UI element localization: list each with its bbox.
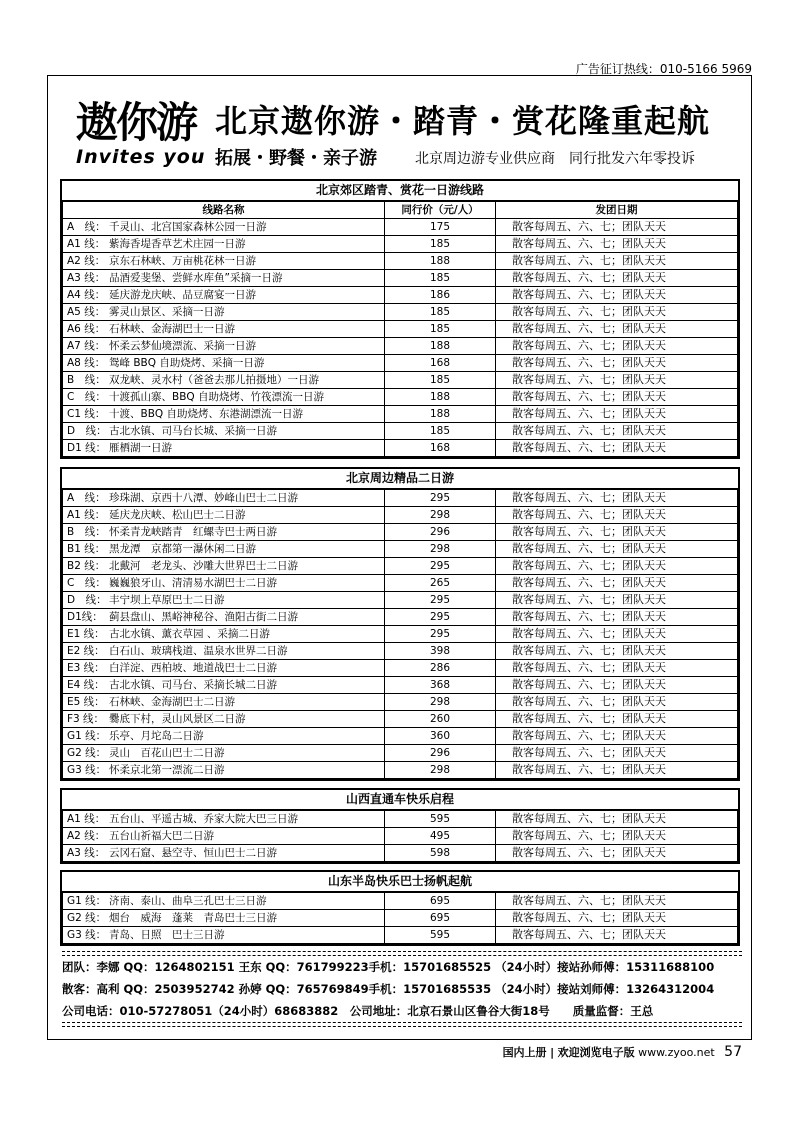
section-title: 北京周边精品二日游: [62, 469, 738, 489]
route-code: G1 线：: [67, 730, 107, 742]
page-title: 北京遨你游・踏青・赏花隆重起航: [215, 102, 711, 140]
route-name: 双龙峡、灵水村（爸爸去那儿拍摄地）一日游: [109, 374, 319, 386]
route-date: 散客每周五、六、七；团队天天: [496, 219, 738, 236]
route-price: 168: [385, 355, 496, 372]
route-name: 鸳峰 BBQ 自助烧烤、采摘一日游: [109, 357, 265, 369]
route-date: 散客每周五、六、七；团队天天: [496, 910, 738, 927]
route-code: A 线：: [67, 221, 106, 233]
route-date: 散客每周五、六、七；团队天天: [496, 524, 738, 541]
page-footer: [503, 1044, 742, 1060]
route-date: 散客每周五、六、七；团队天天: [496, 389, 738, 406]
route-cell: [63, 372, 385, 389]
table-row: [63, 270, 738, 287]
route-cell: [63, 893, 385, 910]
route-price: 295: [385, 490, 496, 507]
route-date: 散客每周五、六、七；团队天天: [496, 507, 738, 524]
route-price: 495: [385, 828, 496, 845]
route-price: 188: [385, 406, 496, 423]
contact-individual: 散客：高利 QQ：2503952742 孙婷 QQ：765769849手机：15701685535 （24小时）接站刘师傅：13264312004: [62, 982, 715, 996]
route-name: 珍珠湖、京西十八潭、妙峰山巴士二日游: [109, 492, 298, 504]
route-cell: [63, 389, 385, 406]
route-date: 散客每周五、六、七；团队天天: [496, 828, 738, 845]
route-name: 延庆龙庆峡、松山巴士二日游: [109, 509, 246, 521]
route-date: 散客每周五、六、七；团队天天: [496, 811, 738, 828]
table-row: [63, 643, 738, 660]
route-price: 188: [385, 389, 496, 406]
divider: [62, 1022, 742, 1027]
route-name: 济南、泰山、曲阜三孔巴士三日游: [109, 895, 267, 907]
route-date: 散客每周五、六、七；团队天天: [496, 592, 738, 609]
route-code: E3 线：: [67, 662, 105, 674]
table-row: [63, 406, 738, 423]
table-row: [63, 745, 738, 762]
route-code: A1 线：: [67, 238, 106, 250]
route-cell: [63, 270, 385, 287]
page-number: 57: [724, 1044, 742, 1060]
route-code: D1线：: [67, 611, 103, 623]
route-cell: [63, 507, 385, 524]
route-code: A2 线：: [67, 255, 106, 267]
table-row: [63, 558, 738, 575]
route-date: 散客每周五、六、七；团队天天: [496, 270, 738, 287]
table-header-row: [63, 202, 738, 219]
route-price: 296: [385, 524, 496, 541]
route-code: C1 线：: [67, 408, 106, 420]
table-row: [63, 389, 738, 406]
route-cell: [63, 660, 385, 677]
route-name: 乐亭、月坨岛二日游: [109, 730, 204, 742]
table-row: [63, 355, 738, 372]
route-cell: [63, 811, 385, 828]
route-date: 散客每周五、六、七；团队天天: [496, 423, 738, 440]
route-price: 595: [385, 811, 496, 828]
route-table: [62, 892, 738, 944]
footer-welcome: 欢迎浏览电子版: [557, 1046, 635, 1059]
contact-company: 公司电话：010-57278051（24小时）68683882 公司地址：北京石景山区鲁谷大街18号 质量监督：王总: [62, 1004, 654, 1018]
route-cell: [63, 558, 385, 575]
route-code: E1 线：: [67, 628, 105, 640]
route-name: 品酒爱斐堡、尝鲜水库鱼”采摘一日游: [109, 272, 283, 284]
table-row: [63, 762, 738, 779]
table-row: [63, 828, 738, 845]
header-route-name: 线路名称: [63, 202, 385, 219]
route-code: G3 线：: [67, 764, 107, 776]
route-name: 古北水镇、司马台、采摘长城二日游: [109, 679, 277, 691]
route-cell: [63, 236, 385, 253]
table-row: [63, 440, 738, 457]
table-row: [63, 893, 738, 910]
table-row: [63, 304, 738, 321]
route-code: D 线：: [67, 425, 107, 437]
route-name: 五台山、平遥古城、乔家大院大巴三日游: [109, 813, 298, 825]
route-price: 185: [385, 236, 496, 253]
route-name: 千灵山、北宫国家森林公园一日游: [109, 221, 267, 233]
table-row: [63, 609, 738, 626]
table-body: [63, 219, 738, 457]
route-date: 散客每周五、六、七；团队天天: [496, 304, 738, 321]
route-date: 散客每周五、六、七；团队天天: [496, 927, 738, 944]
route-code: G3 线：: [67, 929, 107, 941]
route-date: 散客每周五、六、七；团队天天: [496, 406, 738, 423]
route-price: 398: [385, 643, 496, 660]
route-date: 散客每周五、六、七；团队天天: [496, 893, 738, 910]
route-name: 五台山祈福大巴二日游: [109, 830, 214, 842]
contact-team: 团队：李娜 QQ：1264802151 王东 QQ：761799223手机：15701685525 （24小时）接站孙师傅：15311688100: [62, 960, 715, 974]
section-title: 北京郊区踏青、赏花一日游线路: [62, 181, 738, 201]
route-cell: [63, 440, 385, 457]
route-name: 紫海香堤香草艺术庄园一日游: [109, 238, 246, 250]
route-cell: [63, 694, 385, 711]
route-name: 古北水镇、司马台长城、采摘一日游: [109, 425, 277, 437]
route-code: A6 线：: [67, 323, 106, 335]
route-name: 北戴河 老龙头、沙雕大世界巴士二日游: [109, 560, 298, 572]
route-price: 295: [385, 626, 496, 643]
table-row: [63, 321, 738, 338]
route-name: 丰宁坝上草原巴士二日游: [109, 594, 225, 606]
route-code: A1 线：: [67, 509, 106, 521]
route-name: 石林峡、金海湖巴士二日游: [109, 696, 235, 708]
route-date: 散客每周五、六、七；团队天天: [496, 762, 738, 779]
route-date: 散客每周五、六、七；团队天天: [496, 321, 738, 338]
tagline: 北京周边游专业供应商 同行批发六年零投诉: [415, 151, 695, 167]
route-price: 298: [385, 694, 496, 711]
table-row: [63, 811, 738, 828]
route-code: D 线：: [67, 594, 107, 606]
table-row: [63, 507, 738, 524]
route-code: B2 线：: [67, 560, 106, 572]
table-row: [63, 338, 738, 355]
route-code: G2 线：: [67, 912, 107, 924]
section-title: 山东半岛快乐巴士扬帆起航: [62, 872, 738, 892]
table-row: [63, 626, 738, 643]
route-date: 散客每周五、六、七；团队天天: [496, 253, 738, 270]
route-code: C 线：: [67, 391, 106, 403]
footer-sep: |: [550, 1046, 555, 1059]
route-name: 白石山、玻璃栈道、温泉水世界二日游: [109, 645, 288, 657]
route-code: A3 线：: [67, 847, 106, 859]
ad-hotline: 广告征订热线：010-5166 5969: [575, 62, 752, 76]
table-row: [63, 694, 738, 711]
route-cell: [63, 711, 385, 728]
table-row: [63, 236, 738, 253]
route-cell: [63, 927, 385, 944]
route-cell: [63, 423, 385, 440]
table-row: [63, 490, 738, 507]
table-row: [63, 910, 738, 927]
route-cell: [63, 845, 385, 862]
route-date: 散客每周五、六、七；团队天天: [496, 236, 738, 253]
route-date: 散客每周五、六、七；团队天天: [496, 287, 738, 304]
route-price: 175: [385, 219, 496, 236]
route-name: 云冈石窟、悬空寺、恒山巴士二日游: [109, 847, 277, 859]
route-date: 散客每周五、六、七；团队天天: [496, 745, 738, 762]
route-code: E2 线：: [67, 645, 105, 657]
table-row: [63, 677, 738, 694]
route-code: G1 线：: [67, 895, 107, 907]
table-row: [63, 423, 738, 440]
route-name: 巍巍狼牙山、清清易水湖巴士二日游: [109, 577, 277, 589]
route-cell: [63, 524, 385, 541]
route-price: 286: [385, 660, 496, 677]
route-date: 散客每周五、六、七；团队天天: [496, 575, 738, 592]
route-date: 散客每周五、六、七；团队天天: [496, 541, 738, 558]
route-name: 十渡、BBQ 自助烧烤、东港湖漂流一日游: [109, 408, 304, 420]
route-code: B1 线：: [67, 543, 106, 555]
route-cell: [63, 592, 385, 609]
table-row: [63, 845, 738, 862]
route-price: 185: [385, 423, 496, 440]
table-row: [63, 219, 738, 236]
route-cell: [63, 910, 385, 927]
route-table: [62, 489, 738, 779]
subtitle: 拓展・野餐・亲子游: [215, 148, 377, 169]
logo-chinese: 遨你游: [76, 98, 197, 147]
table-row: [63, 524, 738, 541]
route-price: 295: [385, 558, 496, 575]
route-name: 灵山 百花山巴士二日游: [109, 747, 225, 759]
route-name: 怀柔云梦仙境漂流、采摘一日游: [109, 340, 256, 352]
route-price: 360: [385, 728, 496, 745]
route-code: A3 线：: [67, 272, 106, 284]
route-date: 散客每周五、六、七；团队天天: [496, 338, 738, 355]
route-price: 298: [385, 507, 496, 524]
route-name: 雾灵山景区、采摘一日游: [109, 306, 225, 318]
header-date: 发团日期: [496, 202, 738, 219]
route-cell: [63, 219, 385, 236]
contact-block: [62, 951, 742, 1027]
route-name: 石林峡、金海湖巴士一日游: [109, 323, 235, 335]
route-price: 168: [385, 440, 496, 457]
table-row: [63, 592, 738, 609]
route-price: 188: [385, 253, 496, 270]
section-beijing-two-day: [60, 467, 740, 781]
route-price: 185: [385, 270, 496, 287]
route-cell: [63, 609, 385, 626]
route-name: 蓟县盘山、黑峪神秘谷、渔阳古街二日游: [109, 611, 298, 623]
route-code: D1 线：: [67, 442, 107, 454]
route-cell: [63, 762, 385, 779]
header: [62, 84, 752, 176]
table-row: [63, 711, 738, 728]
route-cell: [63, 490, 385, 507]
route-date: 散客每周五、六、七；团队天天: [496, 626, 738, 643]
table-row: [63, 575, 738, 592]
route-date: 散客每周五、六、七；团队天天: [496, 440, 738, 457]
route-code: E5 线：: [67, 696, 105, 708]
route-date: 散客每周五、六、七；团队天天: [496, 372, 738, 389]
route-price: 265: [385, 575, 496, 592]
route-cell: [63, 355, 385, 372]
route-table: [62, 201, 738, 457]
route-name: 京东石林峡、万亩桃花林一日游: [109, 255, 256, 267]
route-code: A8 线：: [67, 357, 106, 369]
route-name: 青岛、日照 巴士三日游: [109, 929, 225, 941]
route-name: 雁栖湖一日游: [109, 442, 172, 454]
table-body: [63, 893, 738, 944]
route-name: 怀柔京北第一漂流二日游: [109, 764, 225, 776]
route-price: 260: [385, 711, 496, 728]
route-code: F3 线：: [67, 713, 105, 725]
route-cell: [63, 828, 385, 845]
route-name: 爨底下村，灵山风景区二日游: [109, 713, 246, 725]
table-body: [63, 811, 738, 862]
route-code: C 线：: [67, 577, 106, 589]
route-code: A2 线：: [67, 830, 106, 842]
route-date: 散客每周五、六、七；团队天天: [496, 728, 738, 745]
route-date: 散客每周五、六、七；团队天天: [496, 643, 738, 660]
route-price: 296: [385, 745, 496, 762]
route-code: B 线：: [67, 374, 106, 386]
route-name: 十渡孤山寨、BBQ 自助烧烤、竹筏漂流一日游: [109, 391, 325, 403]
route-cell: [63, 253, 385, 270]
route-cell: [63, 643, 385, 660]
header-price: 同行价（元/人）: [385, 202, 496, 219]
route-price: 295: [385, 592, 496, 609]
route-cell: [63, 728, 385, 745]
route-code: E4 线：: [67, 679, 105, 691]
route-date: 散客每周五、六、七；团队天天: [496, 609, 738, 626]
route-cell: [63, 626, 385, 643]
route-price: 185: [385, 372, 496, 389]
route-date: 散客每周五、六、七；团队天天: [496, 660, 738, 677]
route-code: A1 线：: [67, 813, 106, 825]
route-cell: [63, 541, 385, 558]
route-cell: [63, 287, 385, 304]
route-date: 散客每周五、六、七；团队天天: [496, 711, 738, 728]
table-row: [63, 728, 738, 745]
route-price: 188: [385, 338, 496, 355]
route-cell: [63, 406, 385, 423]
route-code: A7 线：: [67, 340, 106, 352]
route-date: 散客每周五、六、七；团队天天: [496, 845, 738, 862]
table-body: [63, 490, 738, 779]
route-date: 散客每周五、六、七；团队天天: [496, 558, 738, 575]
route-cell: [63, 745, 385, 762]
route-date: 散客每周五、六、七；团队天天: [496, 355, 738, 372]
route-name: 白洋淀、西柏坡、地道战巴士二日游: [109, 662, 277, 674]
route-cell: [63, 321, 385, 338]
route-cell: [63, 338, 385, 355]
route-date: 散客每周五、六、七；团队天天: [496, 490, 738, 507]
route-name: 延庆游龙庆峡、品豆腐宴一日游: [109, 289, 256, 301]
route-code: A4 线：: [67, 289, 106, 301]
route-price: 185: [385, 304, 496, 321]
section-shanxi: [60, 788, 740, 864]
route-code: A 线：: [67, 492, 106, 504]
section-beijing-one-day: [60, 179, 740, 459]
route-code: A5 线：: [67, 306, 106, 318]
route-date: 散客每周五、六、七；团队天天: [496, 694, 738, 711]
footer-book: 国内上册: [502, 1046, 547, 1059]
route-price: 298: [385, 762, 496, 779]
route-price: 598: [385, 845, 496, 862]
route-code: G2 线：: [67, 747, 107, 759]
route-price: 695: [385, 893, 496, 910]
route-date: 散客每周五、六、七；团队天天: [496, 677, 738, 694]
table-row: [63, 927, 738, 944]
route-price: 595: [385, 927, 496, 944]
section-title: 山西直通车快乐启程: [62, 790, 738, 810]
route-price: 368: [385, 677, 496, 694]
route-price: 295: [385, 609, 496, 626]
section-shandong: [60, 870, 740, 946]
route-price: 695: [385, 910, 496, 927]
footer-site-link[interactable]: www.zyoo.net: [638, 1046, 715, 1059]
route-price: 185: [385, 321, 496, 338]
route-price: 186: [385, 287, 496, 304]
logo-english: Invites you: [76, 146, 206, 168]
route-name: 黑龙潭 京都第一瀑休闲二日游: [109, 543, 256, 555]
route-price: 298: [385, 541, 496, 558]
route-code: B 线：: [67, 526, 106, 538]
route-name: 怀柔青龙峡踏青 红螺寺巴士两日游: [109, 526, 277, 538]
table-row: [63, 253, 738, 270]
table-row: [63, 541, 738, 558]
table-row: [63, 372, 738, 389]
route-name: 烟台 威海 蓬莱 青岛巴士三日游: [109, 912, 277, 924]
route-cell: [63, 677, 385, 694]
table-row: [63, 287, 738, 304]
table-row: [63, 660, 738, 677]
route-table: [62, 810, 738, 862]
route-cell: [63, 575, 385, 592]
route-name: 古北水镇、薰衣草园 、采摘二日游: [109, 628, 270, 640]
route-cell: [63, 304, 385, 321]
